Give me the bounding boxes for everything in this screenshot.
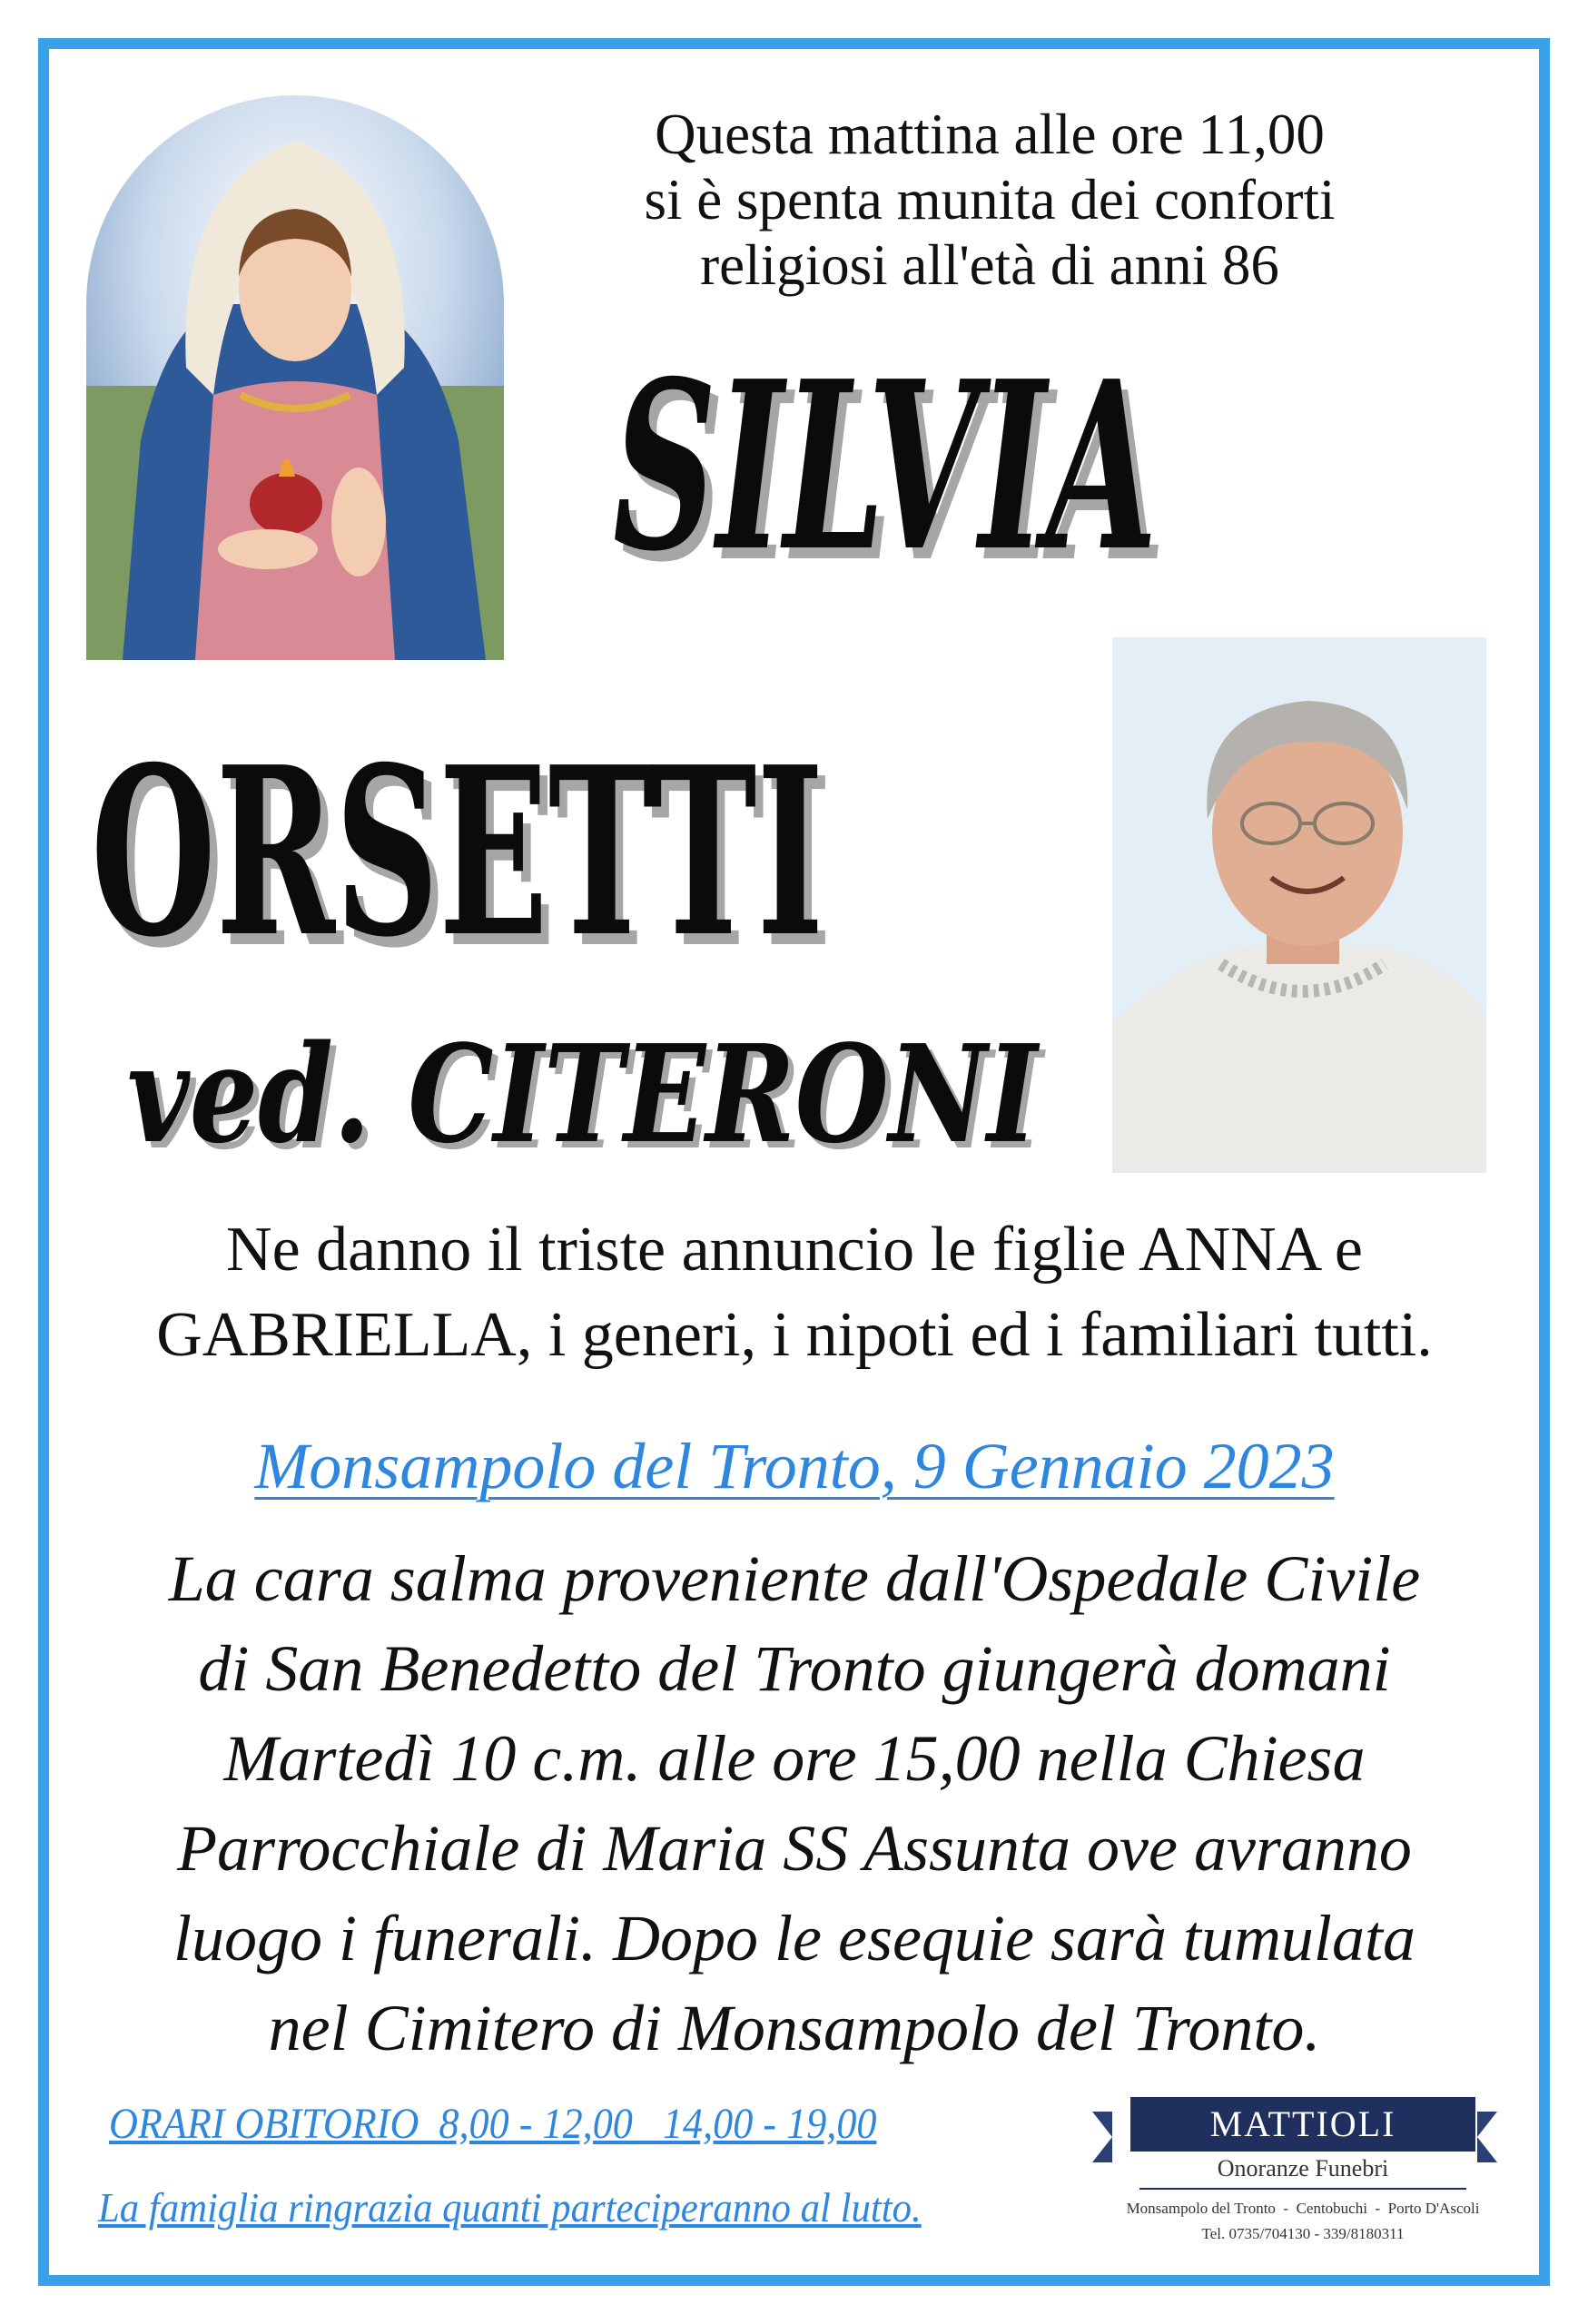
family-thanks: La famiglia ringrazia quanti parteciperanno al lutto. [98,2184,922,2230]
morgue-hours: ORARI OBITORIO 8,00 - 12,00 14,00 - 19,00 [109,2100,877,2148]
madonna-image [86,95,504,660]
details-line: Parrocchiale di Maria SS Assunta ove avranno [177,1812,1412,1885]
funeral-home-logo [1085,2097,1512,2242]
place-date [54,1425,1534,1507]
funeral-home-towns: Monsampolo del Tronto - Centobuchi - Porto D'Ascoli [1126,2200,1480,2217]
first-name: SILVIA [613,331,1158,603]
announcement-line: GABRIELLA, i generi, i nipoti ed i familiari tutti. [156,1300,1433,1370]
details-line: nel Cimitero di Monsampolo del Tronto. [268,1992,1321,2064]
intro-line: si è spenta munita dei conforti [644,168,1336,231]
funeral-details [64,1534,1525,2073]
portrait-photo [1112,637,1486,1173]
funeral-home-subtitle: Onoranze Funebri [1217,2155,1389,2181]
intro-line: Questa mattina alle ore 11,00 [655,103,1325,166]
funeral-home-name: MATTIOLI [1130,2097,1475,2152]
intro-line: religiosi all'età di anni 86 [700,233,1279,297]
logo-divider [1139,2188,1466,2190]
funeral-home-phone: Tel. 0735/704130 - 339/8180311 [1201,2225,1405,2242]
intro-text [536,102,1444,298]
last-name: ORSETTI [91,717,824,989]
details-line: luogo i funerali. Dopo le esequie sarà tumulata [173,1902,1415,1974]
announcement-line: Ne danno il triste annuncio le figlie ANNA e [226,1215,1363,1285]
details-line: Martedì 10 c.m. alle ore 15,00 nella Chiesa [223,1722,1366,1795]
announcement-text [54,1207,1534,1378]
married-name: ved. CITERONI [127,1015,1038,1173]
place-date-text: Monsampolo del Tronto, 9 Gennaio 2023 [254,1430,1335,1502]
details-line: di San Benedetto del Tronto giungerà domani [198,1632,1391,1705]
details-line: La cara salma proveniente dall'Ospedale Civile [168,1542,1421,1615]
